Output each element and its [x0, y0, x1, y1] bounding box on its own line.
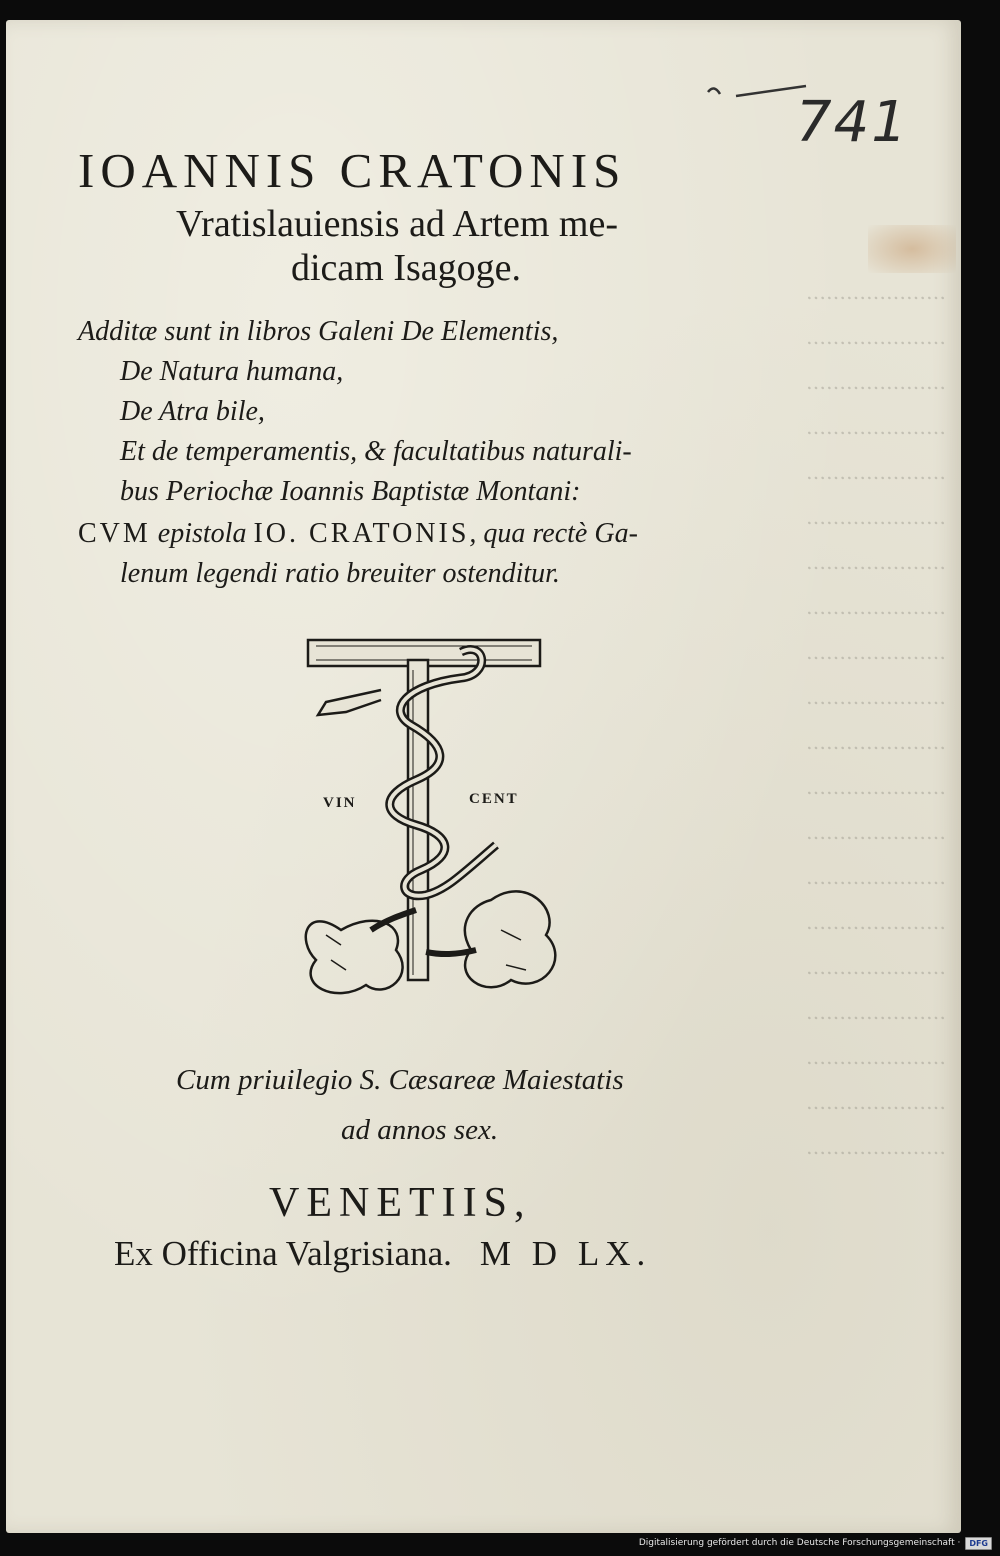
footer-text: Digitalisierung gefördert durch die Deutsche Forschungsgemeinschaft ·: [638, 1538, 961, 1548]
title-line-2: Vratislauiensis ad Artem me-: [176, 203, 618, 245]
bleed-through-text: ………………… ………………… ………………… ………………… ………………… ………………… ………………… ………………… ………………… ………………… ………………… ………………… ………………… ………………… ………………… ………………… ………………… ………………… ………………… …………………: [806, 280, 946, 1159]
motto-right: CENT: [469, 791, 519, 807]
epistola-author: IO. CRATONIS: [253, 518, 470, 549]
title-author: IOANNIS CRATONIS: [78, 143, 627, 198]
dfg-logo-icon[interactable]: DFG: [965, 1537, 992, 1550]
epistola-pre: epistola: [150, 518, 254, 549]
printers-device-icon: [286, 630, 576, 1010]
motto-left: VIN: [323, 795, 357, 811]
digitization-footer: [639, 1534, 992, 1552]
additae-line: bus Periochæ Ioannis Baptistæ Montani:: [120, 476, 581, 507]
imprint-printer: Ex Officina Valgrisiana.: [114, 1234, 452, 1273]
privilege-line-2: ad annos sex.: [341, 1114, 499, 1146]
imprint-printer-line: [114, 1231, 754, 1277]
epistola-line-2: lenum legendi ratio breuiter ostenditur.: [120, 558, 560, 589]
imprint-place: VENETIIS,: [269, 1180, 532, 1226]
additae-line: Et de temperamentis, & facultatibus naturali-: [120, 436, 632, 467]
additae-block: [78, 312, 778, 512]
title-work: [176, 202, 618, 290]
title-line-3: dicam Isagoge.: [291, 247, 522, 289]
epistola-block: [78, 514, 778, 594]
epistola-cum: CVM: [78, 518, 151, 549]
handwritten-shelfmark: 741: [796, 90, 909, 155]
epistola-line-1: [78, 514, 778, 554]
additae-line: Additæ sunt in libros Galeni De Elementis,: [78, 316, 559, 347]
imprint-year: M D LX.: [479, 1234, 652, 1273]
additae-line: De Natura humana,: [120, 356, 344, 387]
additae-line: De Atra bile,: [120, 396, 265, 427]
imprint: [114, 1175, 754, 1277]
title-page: [6, 20, 961, 1533]
paper-stain: [868, 225, 956, 273]
epistola-post: , qua rectè Ga-: [469, 518, 638, 549]
privilege-line-1: Cum priuilegio S. Cæsareæ Maiestatis: [176, 1064, 624, 1096]
privilege-block: [176, 1055, 624, 1155]
